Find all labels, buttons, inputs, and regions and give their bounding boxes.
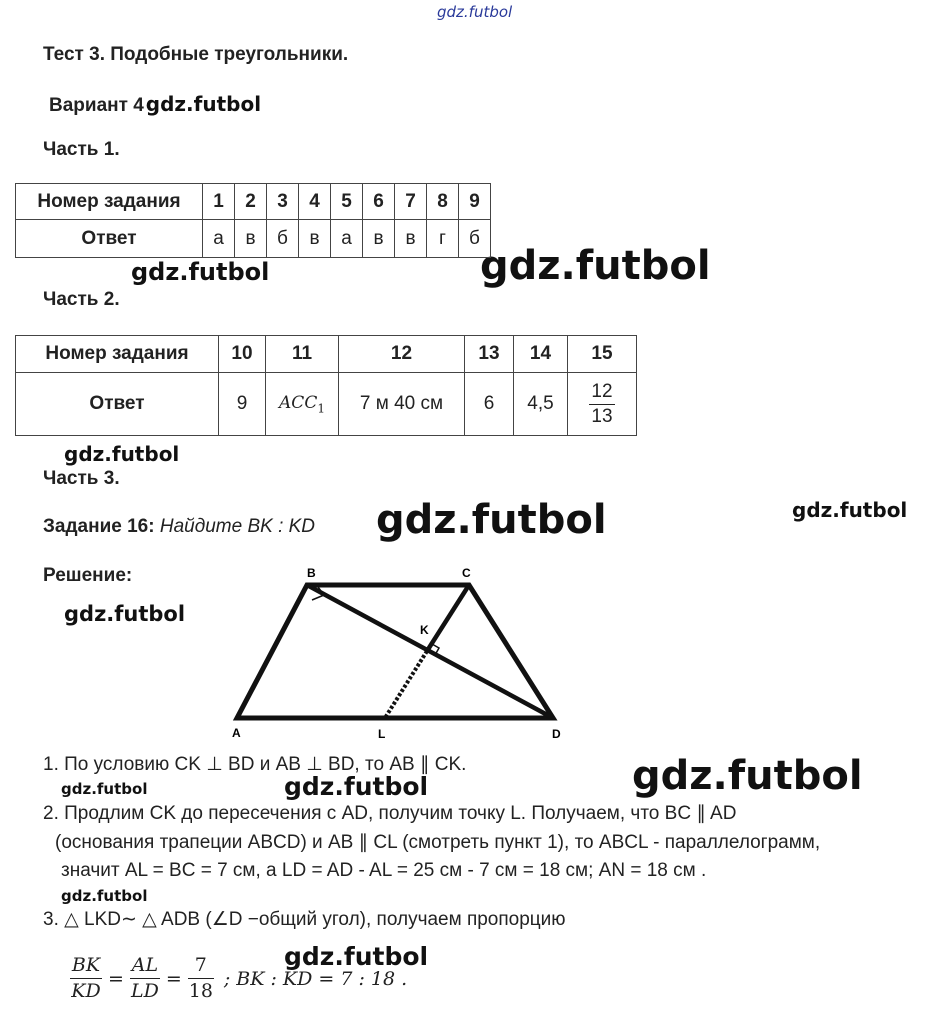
watermark-top: gdz.futbol	[437, 3, 513, 21]
answer-cell: 4,5	[514, 373, 568, 436]
answer-text: ACC	[279, 392, 318, 413]
equals-sign: =	[108, 967, 124, 990]
task-16	[43, 516, 315, 538]
fraction-numerator: 12	[591, 380, 613, 402]
task-number: 11	[266, 336, 339, 373]
part2-heading: Часть 2.	[43, 289, 120, 310]
label-l: L	[378, 727, 386, 741]
task-number: 8	[427, 184, 459, 220]
solution-step-2-line-3: значит AL = BC = 7 см, а LD = AD - AL = 25 см - 7 см = 18 см; AN = 18 см .	[61, 860, 707, 881]
answer-cell	[568, 373, 637, 436]
task-number: 10	[219, 336, 266, 373]
fraction-al-ld	[130, 953, 160, 1004]
watermark-large: gdz.futbol	[480, 243, 711, 289]
task-16-label: Задание 16:	[43, 516, 155, 537]
answer-cell: 6	[465, 373, 514, 436]
answer-cell: в	[299, 220, 331, 258]
table-header-cell: Номер задания	[16, 336, 219, 373]
variant-text: Вариант 4	[49, 95, 144, 116]
table-header-cell: Ответ	[16, 373, 219, 436]
fraction-numerator: 7	[194, 954, 207, 976]
task-number: 5	[331, 184, 363, 220]
page-title: Тест 3. Подобные треугольники.	[43, 44, 349, 65]
trapezoid-abcd	[237, 585, 553, 718]
label-d: D	[552, 727, 561, 741]
answer-cell: а	[203, 220, 235, 258]
watermark: gdz.futbol	[284, 772, 429, 801]
table-header-cell: Номер задания	[16, 184, 203, 220]
watermark: gdz.futbol	[61, 887, 148, 905]
watermark: gdz.futbol	[792, 498, 908, 522]
answer-cell: в	[395, 220, 427, 258]
watermark: gdz.futbol	[284, 942, 429, 971]
part2-table	[15, 335, 637, 436]
fraction-denominator: 18	[188, 980, 213, 1002]
watermark: gdz.futbol	[64, 602, 186, 626]
task-number: 15	[568, 336, 637, 373]
watermark: gdz.futbol	[64, 442, 180, 466]
table-header-cell: Ответ	[16, 220, 203, 258]
answer-cell: в	[235, 220, 267, 258]
task-number: 6	[363, 184, 395, 220]
trapezoid-figure	[225, 560, 575, 750]
answer-cell	[266, 373, 339, 436]
equals-sign: =	[165, 967, 182, 990]
solution-label: Решение:	[43, 565, 133, 586]
fraction-7-18	[188, 953, 214, 1004]
task-16-text: Найдите BK : KD	[159, 516, 316, 537]
answer-cell: в	[363, 220, 395, 258]
label-b: B	[307, 566, 316, 580]
answer-cell: а	[331, 220, 363, 258]
fraction-denominator: KD	[71, 980, 101, 1002]
watermark: gdz.futbol	[61, 780, 148, 798]
watermark: gdz.futbol	[131, 258, 270, 286]
task-number: 14	[514, 336, 568, 373]
answer-subscript: 1	[317, 401, 325, 416]
watermark-large: gdz.futbol	[632, 753, 863, 799]
part1-heading: Часть 1.	[43, 139, 120, 160]
variant-label	[49, 92, 261, 117]
task-number: 12	[339, 336, 465, 373]
task-number: 1	[203, 184, 235, 220]
fraction-denominator: LD	[130, 980, 159, 1002]
fraction-numerator: AL	[131, 954, 159, 976]
proportion-result: ; BK : KD = 7 : 18 .	[223, 967, 408, 990]
solution-step-1: 1. По условию CK ⊥ BD и AB ⊥ BD, то AB ∥ CK.	[43, 754, 467, 775]
diagonal-bd	[307, 585, 553, 718]
solution-step-2-line-2: (основания трапеции ABCD) и AB ∥ CL (смотреть пункт 1), то ABCL - параллелограмм,	[55, 832, 821, 853]
answer-cell: г	[427, 220, 459, 258]
task-number: 2	[235, 184, 267, 220]
watermark-large: gdz.futbol	[376, 497, 607, 543]
segment-kl-dashed	[385, 651, 427, 718]
task-number: 13	[465, 336, 514, 373]
task-number: 4	[299, 184, 331, 220]
task-number: 9	[459, 184, 491, 220]
task-number: 7	[395, 184, 427, 220]
part1-table	[15, 183, 491, 258]
fraction-bk-kd	[70, 953, 102, 1004]
part3-heading: Часть 3.	[43, 468, 120, 489]
fraction-denominator: 13	[591, 405, 613, 427]
answer-cell: б	[459, 220, 491, 258]
solution-step-2-line-1: 2. Продлим CK до пересечения с AD, получим точку L. Получаем, что BC ∥ AD	[43, 803, 737, 824]
answer-cell: 9	[219, 373, 266, 436]
watermark: gdz.futbol	[145, 92, 262, 116]
label-a: A	[232, 726, 241, 740]
label-k: K	[420, 623, 429, 637]
proportion	[70, 953, 407, 1004]
answer-cell: 7 м 40 см	[339, 373, 465, 436]
solution-step-3: 3. △ LKD∼ △ ADB (∠D −общий угол), получаем пропорцию	[43, 909, 566, 930]
fraction	[589, 380, 615, 429]
fraction-numerator: BK	[71, 954, 101, 976]
task-number: 3	[267, 184, 299, 220]
label-c: C	[462, 566, 471, 580]
answer-cell: б	[267, 220, 299, 258]
segment-ck	[427, 585, 469, 651]
